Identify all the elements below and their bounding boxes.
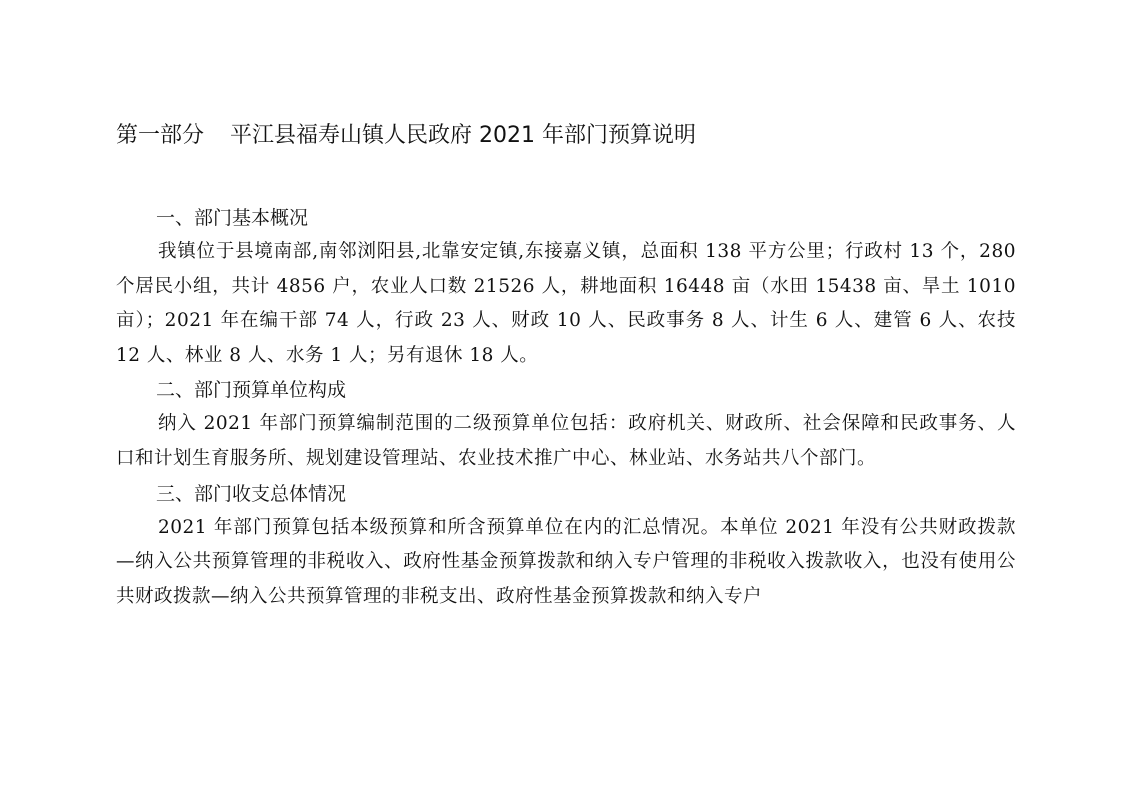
section-paragraph-overview: 我镇位于县境南部,南邻浏阳县,北靠安定镇,东接嘉义镇，总面积 138 平方公里；行政村 13 个，280 个居民小组，共计 4856 户，农业人口数 21526 人，耕地面积 16448 亩（水田 15438 亩、旱土 1010 亩）；2021 年在编干部 74 人，行政 23 人、财政 10 人、民政事务 8 人、计生 6 人、建管 6 人、农技 12 人、林业 8 人、水务 1 人；另有退休 18 人。 — [116, 241, 1016, 366]
section-paragraph-budget: 2021 年部门预算包括本级预算和所含预算单位在内的汇总情况。本单位 2021 年没有公共财政拨款—纳入公共预算管理的非税收入、政府性基金预算拨款和纳入专户管理的非税收入拨款收入，也没有使用公共财政拨款—纳入公共预算管理的非税支出、政府性基金预算拨款和纳入专户 — [116, 516, 1016, 607]
section-heading-budget: 三、部门收支总体情况 — [156, 482, 347, 505]
document-title — [116, 118, 1016, 154]
section-heading-units: 二、部门预算单位构成 — [156, 379, 347, 402]
section-heading-overview: 一、部门基本概况 — [156, 207, 309, 229]
document-body — [116, 201, 1016, 614]
title-text: 平江县福寿山镇人民政府 2021 年部门预算说明 — [230, 123, 696, 148]
section-paragraph-units: 纳入 2021 年部门预算编制范围的二级预算单位包括：政府机关、财政所、社会保障和民政事务、人口和计划生育服务所、规划建设管理站、农业技术推广中心、林业站、水务站共八个部门。 — [116, 413, 1016, 469]
title-part-label: 第一部分 — [116, 123, 205, 148]
